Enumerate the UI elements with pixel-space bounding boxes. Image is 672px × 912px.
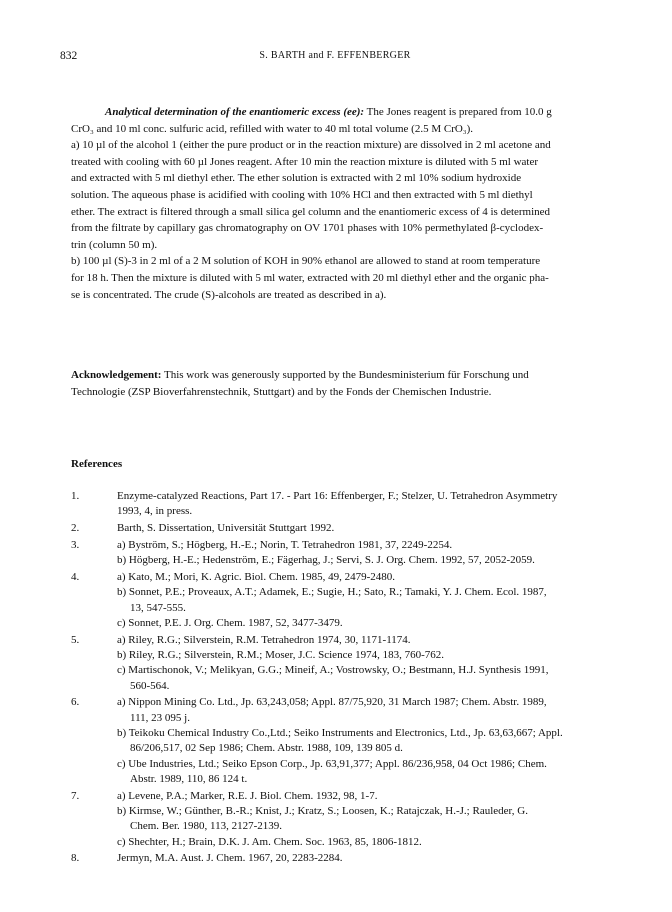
reference-line: b) Teikoku Chemical Industry Co.,Ltd.; Seiko Instruments and Electronics, Ltd., Jp. 63,63,667; Appl. xyxy=(117,726,563,739)
acknowledgement-label: Acknowledgement: xyxy=(71,369,162,381)
reference-body xyxy=(117,789,616,850)
reference-item xyxy=(71,538,616,569)
analytical-line: from the filtrate by capillary gas chromatography on OV 1701 phases with 10% permethylated β-cyclodex- xyxy=(71,222,544,235)
reference-number: 3. xyxy=(71,538,80,551)
reference-line: a) Nippon Mining Co. Ltd., Jp. 63,243,058; Appl. 87/75,920, 31 March 1987; Chem. Abstr. 1989, xyxy=(117,696,547,709)
analytical-first-line xyxy=(71,104,611,121)
reference-line: 111, 23 095 j. xyxy=(130,711,190,724)
reference-line: c) Sonnet, P.E. J. Org. Chem. 1987, 52, 3477-3479. xyxy=(117,616,343,629)
analytical-line: and extracted with 5 ml diethyl ether. The ether solution is extracted with 2 ml 10% sodium hydroxide xyxy=(71,172,522,185)
reference-number: 4. xyxy=(71,571,80,583)
acknowledgement-line: Technologie (ZSP Bioverfahrenstechnik, Stuttgart) and by the Fonds der Chemischen Industrie. xyxy=(71,385,492,398)
reference-item xyxy=(71,789,616,850)
reference-line: b) Sonnet, P.E.; Proveaux, A.T.; Adamek, E.; Sugie, H.; Sato, R.; Tamaki, Y. J. Chem. Ecol. 1987, xyxy=(117,586,547,599)
reference-body xyxy=(117,489,616,520)
reference-line: Chem. Ber. 1980, 113, 2127-2139. xyxy=(130,820,283,833)
reference-number: 8. xyxy=(71,852,80,865)
reference-number: 1. xyxy=(71,490,80,502)
reference-line: a) Levene, P.A.; Marker, R.E. J. Biol. Chem. 1932, 98, 1-7. xyxy=(117,789,378,802)
analytical-line: trin (column 50 m). xyxy=(71,238,158,251)
reference-line: Enzyme-catalyzed Reactions, Part 17. - Part 16: Effenberger, F.; Stelzer, U. Tetrahedron Asymmetry xyxy=(117,490,558,502)
reference-item xyxy=(71,570,616,631)
reference-body xyxy=(117,633,616,694)
analytical-line: The Jones reagent is prepared from 10.0 g xyxy=(366,106,552,118)
reference-item xyxy=(71,489,616,520)
reference-body xyxy=(117,538,616,569)
reference-line: a) Riley, R.G.; Silverstein, R.M. Tetrahedron 1974, 30, 1171-1174. xyxy=(117,633,411,646)
reference-item xyxy=(71,633,616,694)
reference-line: c) Ube Industries, Ltd.; Seiko Epson Corp., Jp. 63,91,377; Appl. 86/236,958, 04 Oct 1986; Chem. xyxy=(117,757,547,770)
reference-body xyxy=(117,695,616,787)
reference-line: 13, 547-555. xyxy=(130,601,186,614)
analytical-section xyxy=(71,104,611,303)
reference-line: b) Kirmse, W.; Günther, B.-R.; Knist, J.; Kratz, S.; Loosen, K.; Ratajczak, H.-J.; Rauleder, G. xyxy=(117,804,528,817)
reference-line: 560-564. xyxy=(130,679,170,692)
reference-body xyxy=(117,521,616,536)
reference-item xyxy=(71,851,616,866)
reference-line: Jermyn, M.A. Aust. J. Chem. 1967, 20, 2283-2284. xyxy=(117,852,343,865)
reference-line: b) Riley, R.G.; Silverstein, R.M.; Moser, J.C. Science 1974, 183, 760-762. xyxy=(117,648,444,661)
acknowledgement-first-line xyxy=(71,367,611,384)
acknowledgement-line: This work was generously supported by the Bundesministerium für Forschung und xyxy=(164,369,529,381)
reference-line: Barth, S. Dissertation, Universität Stuttgart 1992. xyxy=(117,522,335,535)
acknowledgement-section xyxy=(71,367,611,400)
reference-line: c) Martischonok, V.; Melikyan, G.G.; Mineif, A.; Vostrowsky, O.; Bestmann, H.J. Synthesis 1991, xyxy=(117,664,549,677)
reference-number: 5. xyxy=(71,633,80,646)
analytical-line: for 18 h. Then the mixture is diluted with 5 ml water, extracted with 20 ml diethyl ether and the organic pha- xyxy=(71,271,549,284)
analytical-line: solution. The aqueous phase is acidified with cooling with 10% HCl and then extracted with 5 ml diethyl xyxy=(71,188,533,201)
reference-item xyxy=(71,521,616,536)
analytical-heading: Analytical determination of the enantiomeric excess (ee): xyxy=(105,106,365,118)
reference-number: 2. xyxy=(71,522,80,535)
analytical-line: ether. The extract is filtered through a small silica gel column and the enantiomeric excess of 4 is determined xyxy=(71,205,551,218)
reference-body xyxy=(117,851,616,866)
reference-number: 6. xyxy=(71,696,80,709)
analytical-line: se is concentrated. The crude (S)-alcohols are treated as described in a). xyxy=(71,288,387,301)
reference-line: a) Kato, M.; Mori, K. Agric. Biol. Chem. 1985, 49, 2479-2480. xyxy=(117,571,396,583)
reference-line: Abstr. 1989, 110, 86 124 t. xyxy=(130,772,248,785)
page-header xyxy=(60,50,610,70)
references-heading: References xyxy=(71,458,123,470)
analytical-line: CrO₃ and 10 ml conc. sulfuric acid, refilled with water to 40 ml total volume (2.5 M CrO₃). xyxy=(71,122,474,135)
reference-line: 86/206,517, 02 Sep 1986; Chem. Abstr. 1988, 109, 139 805 d. xyxy=(130,742,403,755)
page-number: 832 xyxy=(60,50,78,62)
reference-line: 1993, 4, in press. xyxy=(117,505,193,518)
reference-number: 7. xyxy=(71,789,80,802)
reference-body xyxy=(117,570,616,631)
analytical-line: treated with cooling with 60 µl Jones reagent. After 10 min the reaction mixture is diluted with 5 ml water xyxy=(71,155,539,168)
reference-line: a) Byström, S.; Högberg, H.-E.; Norin, T. Tetrahedron 1981, 37, 2249-2254. xyxy=(117,538,453,551)
reference-item xyxy=(71,695,616,787)
analytical-line: b) 100 µl (S)-3 in 2 ml of a 2 M solution of KOH in 90% ethanol are allowed to stand at room temperature xyxy=(71,255,541,268)
reference-line: c) Shechter, H.; Brain, D.K. J. Am. Chem. Soc. 1963, 85, 1806-1812. xyxy=(117,835,422,848)
analytical-line: a) 10 µl of the alcohol 1 (either the pure product or in the reaction mixture) are dissolved in 2 ml acetone and xyxy=(71,139,551,152)
reference-line: b) Högberg, H.-E.; Hedenström, E.; Fägerhag, J.; Servi, S. J. Org. Chem. 1992, 57, 2052-2059. xyxy=(117,554,535,567)
running-title: S. BARTH and F. EFFENBERGER xyxy=(259,50,411,61)
